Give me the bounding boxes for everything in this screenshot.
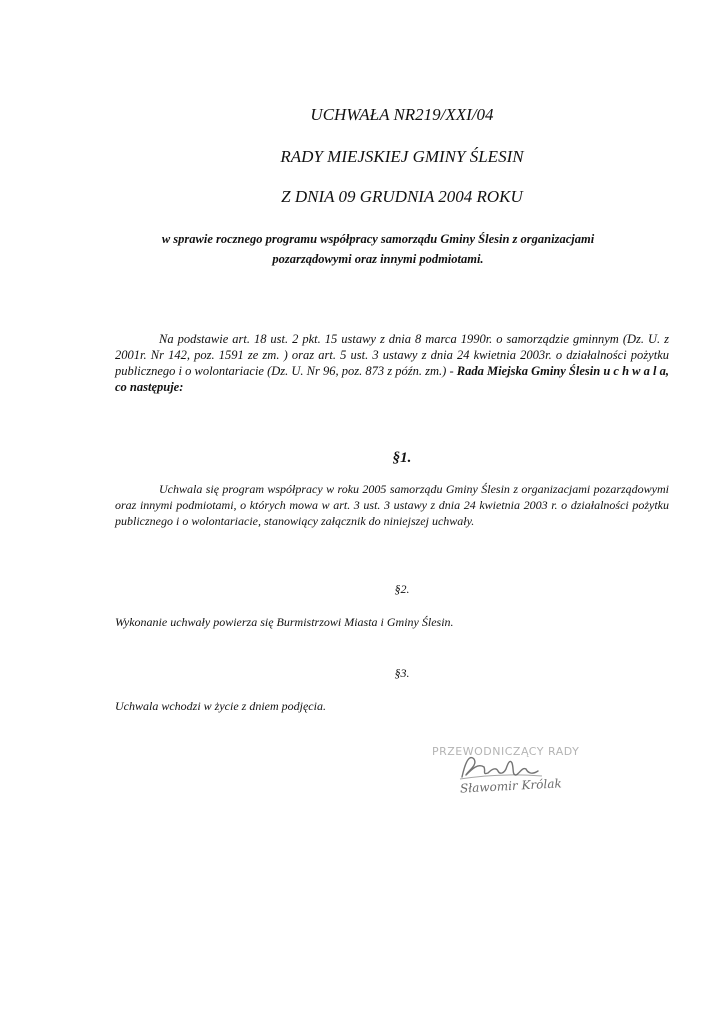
subject-line-1: w sprawie rocznego programu współpracy samorządu Gminy Ślesin z organizacjami (161, 232, 595, 246)
section-3-heading: §3. (394, 666, 410, 680)
resolution-number: UCHWAŁA NR219/XXI/04 (310, 105, 494, 124)
legal-basis-paragraph (115, 331, 669, 395)
legal-basis-resolution: Rada Miejska Gminy Ślesin u c h w a l a, co następuje: (115, 364, 669, 394)
section-2-heading: §2. (394, 582, 410, 596)
resolution-subject (108, 229, 648, 269)
section-2-text: Wykonanie uchwały powierza się Burmistrzowi Miasta i Gminy Ślesin. (115, 615, 454, 629)
stamp-title: PRZEWODNICZĄCY RADY (432, 745, 580, 758)
legal-basis-text: Na podstawie art. 18 ust. 2 pkt. 15 ustawy z dnia 8 marca 1990r. o samorządzie gminnym (Dz. U. z 2001r. Nr 142, poz. 1591 ze zm. ) oraz art. 5 ust. 3 ustawy z dnia 24 kwietnia 2003r. o działalności pożytku publicznego i o wolontariacie (Dz. U. Nr 96, poz. 873 z późn. zm.) - (115, 332, 669, 378)
section-1-heading: §1. (392, 450, 412, 466)
chairman-stamp (432, 745, 612, 805)
signatory-name: Sławomir Królak (459, 776, 563, 796)
subject-line-2: pozarządowymi oraz innymi podmiotami. (272, 252, 484, 266)
resolution-date: Z DNIA 09 GRUDNIA 2004 ROKU (281, 187, 523, 206)
council-name: RADY MIEJSKIEJ GMINY ŚLESIN (280, 147, 524, 166)
section-3-text: Uchwala wchodzi w życie z dniem podjęcia. (115, 699, 326, 713)
section-1-paragraph (115, 481, 669, 529)
section-1-text: Uchwala się program współpracy w roku 2005 samorządu Gminy Ślesin z organizacjami pozarządowymi oraz innymi podmiotami, o których mowa w art. 3 ust. 3 ustawy z dnia 24 kwietnia 2003 r. o działalności pożytku publicznego i o wolontariacie, stanowiący załącznik do niniejszej uchwały. (115, 482, 669, 528)
